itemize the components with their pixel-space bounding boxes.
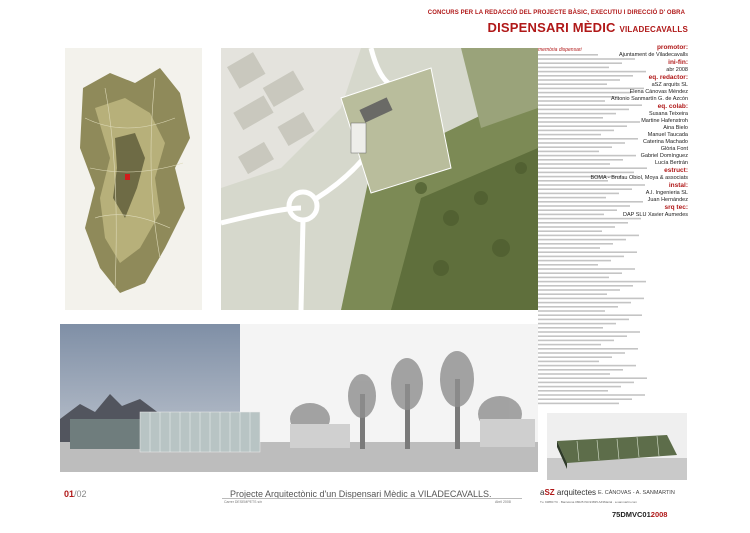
credit-value: A.I. Ingenieria SL: [645, 190, 688, 196]
building-thumbnail: [547, 413, 687, 480]
architects-names: E. CÀNOVAS - A. SANMARTIN: [598, 490, 675, 496]
project-address: Carrer DESEMPETS s/n: [224, 500, 263, 504]
credit-value: DAP SLU Xavier Aumedes: [622, 212, 688, 218]
credit-value: Manuel Taucada: [647, 132, 688, 138]
credit-label: eq. colab:: [657, 103, 688, 110]
credit-value: Caterina Machado: [643, 139, 688, 145]
credit-label: instal:: [668, 182, 688, 189]
aerial-site-plan: [221, 48, 538, 310]
project-subtitle: Projecte Arquitectònic d'un Dispensari Mèdic a VILADECAVALLS.: [230, 489, 492, 499]
building-render: [60, 324, 538, 472]
credit-value: abr 2008: [666, 67, 688, 73]
credit-value: Ajuntament de Viladecavalls: [619, 52, 688, 58]
credit-value: Gabriel Domínguez: [640, 153, 688, 159]
credit-value: Antonio Sanmartín G. de Azcón: [610, 96, 688, 102]
project-date: Abril 2008: [495, 500, 511, 504]
credit-value: Lucía Bertrán: [654, 160, 688, 166]
credit-label: ini-fin:: [668, 59, 688, 66]
architects-logo: aSZ arquitectes: [540, 488, 597, 497]
title-town: VILADECAVALLS: [619, 25, 688, 34]
credit-value: Aina Bielo: [663, 125, 688, 131]
credit-value: Glòria Font: [660, 146, 688, 152]
architects-address: Tu. 93880 TC · Barcelona 08025 f93-93835 AZ3Marial · a.sanmartin.com: [540, 500, 638, 504]
credit-value: Susana Teixeira: [648, 111, 688, 117]
project-code: 75DMVC012008: [612, 510, 668, 519]
credit-label: srq tec:: [664, 204, 688, 211]
credit-value: Martine Hafenstroh: [641, 118, 688, 124]
contest-heading: CONCURS PER LA REDACCIÓ DEL PROJECTE BÀSIC, EXECUTIU I DIRECCIÓ D' OBRA: [427, 10, 685, 16]
credit-label: promotor:: [656, 44, 688, 51]
credit-label: eq. redactor:: [648, 74, 688, 81]
credit-value: Elena Cánovas Méndez: [629, 89, 688, 95]
memoria-heading: memòria dispensari: [538, 47, 582, 53]
poster-title: [420, 20, 688, 35]
credit-value: aSZ arquits SL: [651, 82, 688, 88]
page-number: 01/02: [64, 489, 87, 499]
title-main: DISPENSARI MÈDIC: [487, 20, 616, 35]
credits-column: [538, 44, 688, 254]
footer-divider: [222, 498, 522, 499]
credit-label: estruct:: [664, 167, 688, 174]
credit-value: BOMA - Brufau Obiol, Moya & associats: [590, 175, 688, 181]
credit-value: Juan Hernández: [647, 197, 688, 203]
location-map: [65, 48, 202, 310]
